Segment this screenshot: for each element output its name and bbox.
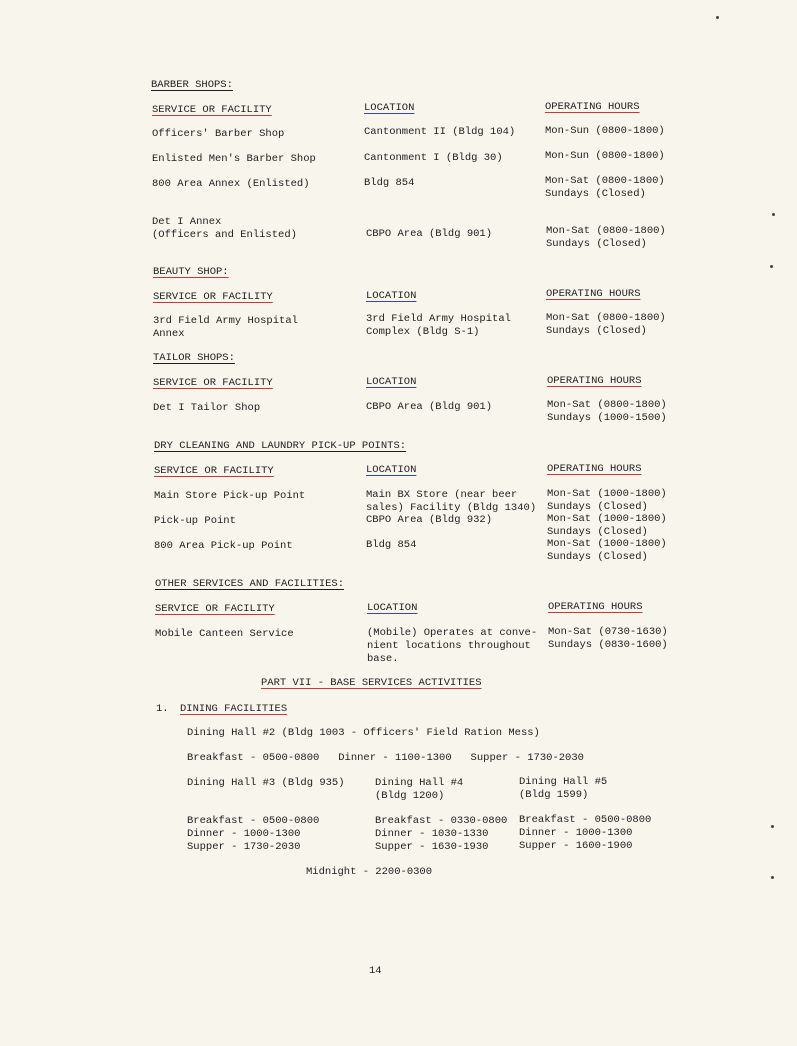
- header-location: LOCATION: [366, 376, 417, 388]
- header-location: LOCATION: [367, 602, 418, 614]
- cell-hours: [548, 626, 668, 652]
- cell-service: Pick-up Point: [154, 515, 236, 527]
- cell-service: Mobile Canteen Service: [155, 628, 294, 640]
- cell-location: Bldg 854: [366, 539, 417, 551]
- hours-line: Mon-Sat (1000-1800): [547, 488, 667, 500]
- hours-line: Mon-Sat (1000-1800): [547, 513, 667, 525]
- header-hours: OPERATING HOURS: [546, 288, 641, 300]
- hall-line: Dining Hall #4: [375, 777, 464, 789]
- dining-hall-4-meals: [375, 815, 507, 854]
- header-service: SERVICE OR FACILITY: [155, 603, 275, 615]
- cell-hours: Mon-Sun (0800-1800): [545, 150, 665, 162]
- section-title-barber: BARBER SHOPS:: [151, 79, 233, 91]
- header-service: SERVICE OR FACILITY: [154, 465, 274, 477]
- hours-line: Sundays (Closed): [545, 188, 646, 200]
- hours-line: Sundays (0830-1600): [548, 639, 668, 651]
- cell-service: Main Store Pick-up Point: [154, 490, 306, 502]
- scan-speck: [716, 16, 719, 19]
- hours-line: Sundays (Closed): [546, 325, 647, 337]
- meal-line: Dinner - 1000-1300: [187, 828, 301, 840]
- hours-line: Sundays (Closed): [546, 238, 647, 250]
- service-line: Annex: [153, 328, 185, 340]
- hours-line: Sundays (Closed): [547, 551, 648, 563]
- cell-location: CBPO Area (Bldg 901): [366, 401, 493, 413]
- meal-line: Breakfast - 0330-0800: [375, 815, 508, 827]
- meal-line: Dinner - 1030-1330: [375, 828, 489, 840]
- hours-line: Sundays (Closed): [547, 501, 648, 513]
- header-service: SERVICE OR FACILITY: [153, 377, 273, 389]
- meal-line: Breakfast - 0500-0800: [519, 814, 652, 826]
- cell-location: CBPO Area (Bldg 932): [366, 514, 493, 526]
- hall-line: Dining Hall #5: [519, 776, 608, 788]
- meal-line: Breakfast - 0500-0800: [187, 815, 320, 827]
- scan-speck: [771, 876, 774, 879]
- cell-service: 800 Area Pick-up Point: [154, 540, 293, 552]
- section-title-tailor: TAILOR SHOPS:: [153, 352, 235, 364]
- header-location: LOCATION: [366, 290, 417, 302]
- hours-line: Mon-Sat (0800-1800): [546, 312, 666, 324]
- dining-section-number: 1.: [156, 703, 169, 715]
- header-service: SERVICE OR FACILITY: [152, 104, 272, 116]
- scan-speck: [771, 825, 774, 828]
- dining-hall-5-meals: [519, 814, 651, 853]
- dining-hall-3-meals: [187, 815, 319, 854]
- cell-service: Officers' Barber Shop: [152, 128, 285, 140]
- location-line: (Mobile) Operates at conve-: [367, 627, 538, 639]
- header-hours: OPERATING HOURS: [548, 601, 643, 613]
- cell-location: Bldg 854: [364, 177, 415, 189]
- hours-line: Mon-Sat (0800-1800): [545, 175, 665, 187]
- cell-hours: [545, 175, 665, 201]
- header-hours: OPERATING HOURS: [545, 101, 640, 113]
- hours-line: Mon-Sat (0730-1630): [548, 626, 668, 638]
- scan-speck: [770, 265, 773, 268]
- cell-service: [153, 315, 298, 341]
- cell-location: CBPO Area (Bldg 901): [366, 228, 493, 240]
- hall-line: (Bldg 1200): [375, 790, 445, 802]
- section-title-other: OTHER SERVICES AND FACILITIES:: [155, 578, 345, 590]
- cell-service: [152, 216, 297, 242]
- header-hours: OPERATING HOURS: [547, 463, 642, 475]
- location-line: base.: [367, 653, 399, 665]
- location-line: 3rd Field Army Hospital: [366, 313, 511, 325]
- hours-line: Mon-Sat (1000-1800): [547, 538, 667, 550]
- cell-location: Cantonment I (Bldg 30): [364, 152, 503, 164]
- dining-hall-5: [519, 776, 607, 802]
- hours-line: Mon-Sat (0800-1800): [547, 399, 667, 411]
- service-line: 3rd Field Army Hospital: [153, 315, 298, 327]
- meal-line: Dinner - 1000-1300: [519, 827, 633, 839]
- cell-service: 800 Area Annex (Enlisted): [152, 178, 310, 190]
- part-title: PART VII - BASE SERVICES ACTIVITIES: [261, 677, 482, 689]
- cell-location: [367, 627, 537, 666]
- header-service: SERVICE OR FACILITY: [153, 291, 273, 303]
- service-line: Det I Annex: [152, 216, 222, 228]
- meal-line: Supper - 1600-1900: [519, 840, 633, 852]
- cell-location: [366, 489, 536, 515]
- header-location: LOCATION: [364, 102, 415, 114]
- dining-hall-2: Dining Hall #2 (Bldg 1003 - Officers' Field Ration Mess): [187, 727, 540, 739]
- hall-line: (Bldg 1599): [519, 789, 589, 801]
- cell-location: [366, 313, 511, 339]
- meal-line: Supper - 1730-2030: [187, 841, 301, 853]
- dining-midnight: Midnight - 2200-0300: [306, 866, 433, 878]
- header-location: LOCATION: [366, 464, 417, 476]
- service-line: (Officers and Enlisted): [152, 229, 297, 241]
- cell-hours: [547, 488, 667, 514]
- section-title-beauty: BEAUTY SHOP:: [153, 266, 229, 278]
- cell-hours: [547, 513, 667, 539]
- location-line: sales) Facility (Bldg 1340): [366, 502, 537, 514]
- location-line: Complex (Bldg S-1): [366, 326, 480, 338]
- hours-line: Sundays (Closed): [547, 526, 648, 538]
- cell-hours: [546, 225, 666, 251]
- location-line: Main BX Store (near beer: [366, 489, 518, 501]
- cell-hours: [547, 399, 667, 425]
- section-title-dry-cleaning: DRY CLEANING AND LAUNDRY PICK-UP POINTS:: [154, 440, 407, 452]
- header-hours: OPERATING HOURS: [547, 375, 642, 387]
- cell-hours: [546, 312, 666, 338]
- hours-line: Mon-Sat (0800-1800): [546, 225, 666, 237]
- scan-speck: [772, 213, 775, 216]
- dining-hall-2-meals: Breakfast - 0500-0800 Dinner - 1100-1300 Supper - 1730-2030: [187, 752, 584, 764]
- dining-hall-4: [375, 777, 463, 803]
- dining-section-title: DINING FACILITIES: [180, 703, 288, 715]
- cell-service: Det I Tailor Shop: [153, 402, 261, 414]
- location-line: nient locations throughout: [367, 640, 531, 652]
- meal-line: Supper - 1630-1930: [375, 841, 489, 853]
- cell-hours: [547, 538, 667, 564]
- cell-location: Cantonment II (Bldg 104): [364, 126, 516, 138]
- cell-service: Enlisted Men's Barber Shop: [152, 153, 316, 165]
- page-number: 14: [369, 965, 382, 977]
- hours-line: Sundays (1000-1500): [547, 412, 667, 424]
- dining-hall-3: Dining Hall #3 (Bldg 935): [187, 777, 345, 789]
- cell-hours: Mon-Sun (0800-1800): [545, 125, 665, 137]
